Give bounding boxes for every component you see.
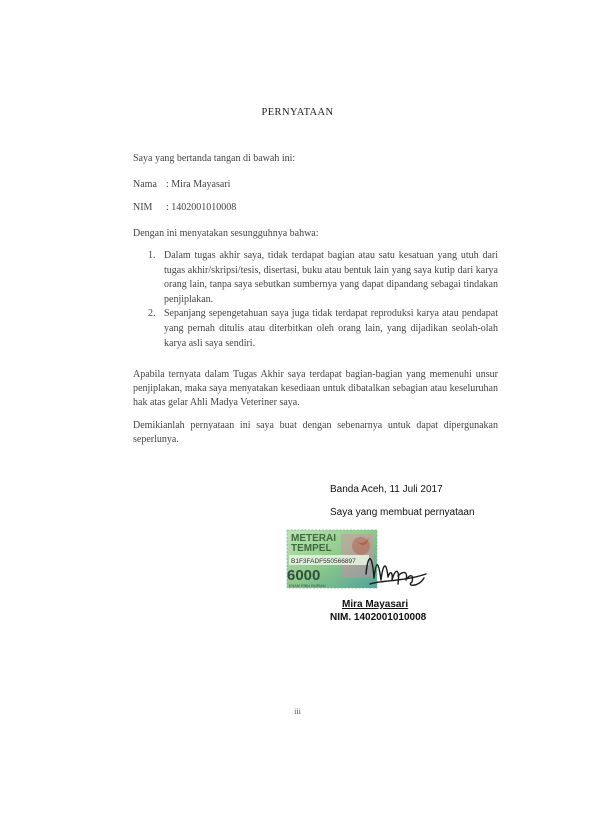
closing-paragraph: Demikianlah pernyataan ini saya buat dengan sebenarnya untuk dapat dipergunakan seperlunya. [133,420,498,445]
stamp-subtitle: ENAM RIBU RUPIAH [289,584,326,588]
list-item-number: 2. [148,308,156,320]
list-item-number: 1. [148,250,156,261]
stamp-line1: METERAI [291,533,336,544]
list-item [148,249,498,307]
stamp-amount: 6000 [287,567,321,584]
field-value: : 1402001010008 [166,202,237,213]
stamp-line2: TEMPEL [291,543,332,554]
field-value: : Mira Mayasari [166,179,231,190]
field-label: NIM [133,202,153,213]
field-label: Nama [133,179,157,190]
maker-label: Saya yang membuat pernyataan [330,507,475,518]
signer-nim: NIM. 1402001010008 [330,612,427,623]
stamp-serial: B1F3FADF550566897 [291,558,356,565]
list-item-text: Sepanjang sepengetahuan saya juga tidak terdapat reproduksi karya atau pendapat yang pernah ditulis atau diterbitkan oleh orang lain, yang dijadikan seolah-olah karya asli saya sendiri. [164,308,498,349]
consequence-paragraph: Apabila ternyata dalam Tugas Akhir saya terdapat bagian-bagian yang memenuhi unsur penjiplakan, maka saya menyatakan kesediaan untuk dibatalkan sebagian atau keseluruhan hak atas gelar Ahli Madya Veteriner saya. [133,369,498,408]
place-date: Banda Aceh, 11 Juli 2017 [330,484,443,495]
list-item [148,307,498,351]
intro-text: Saya yang bertanda tangan di bawah ini: [133,153,296,164]
list-item-text: Dalam tugas akhir saya, tidak terdapat bagian atau satu kesatuan yang utuh dari tugas akhir/skripsi/tesis, disertasi, buku atau bentuk lain yang saya kutip dari karya orang lain, tanpa saya sebutkan sumbernya yang dapat dipandang sebagai tindakan penjiplakan. [164,250,498,305]
signer-name: Mira Mayasari [342,599,409,610]
statement-list [148,249,498,351]
statement-lead: Dengan ini menyatakan sesungguhnya bahwa: [133,228,319,239]
handwritten-signature [362,544,432,594]
page-number: iii [294,707,301,716]
page-title: PERNYATAAN [261,107,334,118]
